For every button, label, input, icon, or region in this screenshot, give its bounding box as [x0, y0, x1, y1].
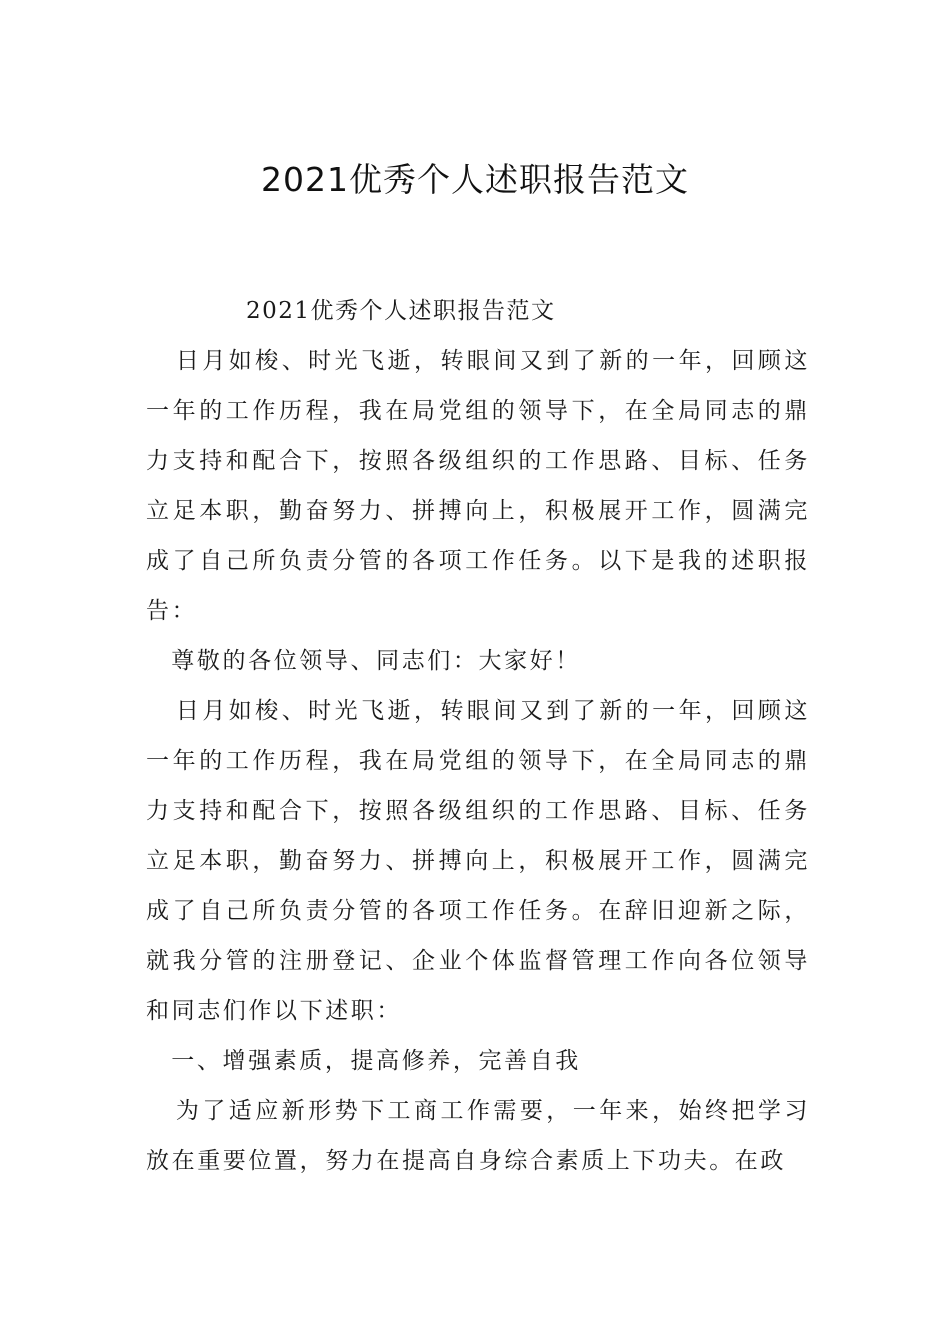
paragraph-review: 日月如梭、时光飞逝，转眼间又到了新的一年，回顾这一年的工作历程，我在局党组的领导下，在全局同志的鼎力支持和配合下，按照各级组织的工作思路、目标、任务立足本职，勤奋努力、拼搏向上，积极展开工作，圆满完成了自己所负责分管的各项工作任务。在辞旧迎新之际，就我分管的注册登记、企业个体监督管理工作向各位领导和同志们作以下述职：: [146, 698, 810, 1024]
section-heading-1: 一、增强素质，提高修养，完善自我: [171, 1048, 581, 1074]
document-title: 2021优秀个人述职报告范文: [261, 160, 689, 199]
document-body: [146, 286, 810, 1186]
body-subtitle: 2021优秀个人述职报告范文: [246, 298, 556, 324]
paragraph-intro: 日月如梭、时光飞逝，转眼间又到了新的一年，回顾这一年的工作历程，我在局党组的领导下，在全局同志的鼎力支持和配合下，按照各级组织的工作思路、目标、任务立足本职，勤奋努力、拼搏向上，积极展开工作，圆满完成了自己所负责分管的各项工作任务。以下是我的述职报告：: [146, 348, 810, 624]
paragraph-study: 为了适应新形势下工商工作需要，一年来，始终把学习放在重要位置，努力在提高自身综合素质上下功夫。在政: [146, 1098, 810, 1174]
paragraph-greeting: 尊敬的各位领导、同志们：大家好！: [171, 648, 581, 674]
